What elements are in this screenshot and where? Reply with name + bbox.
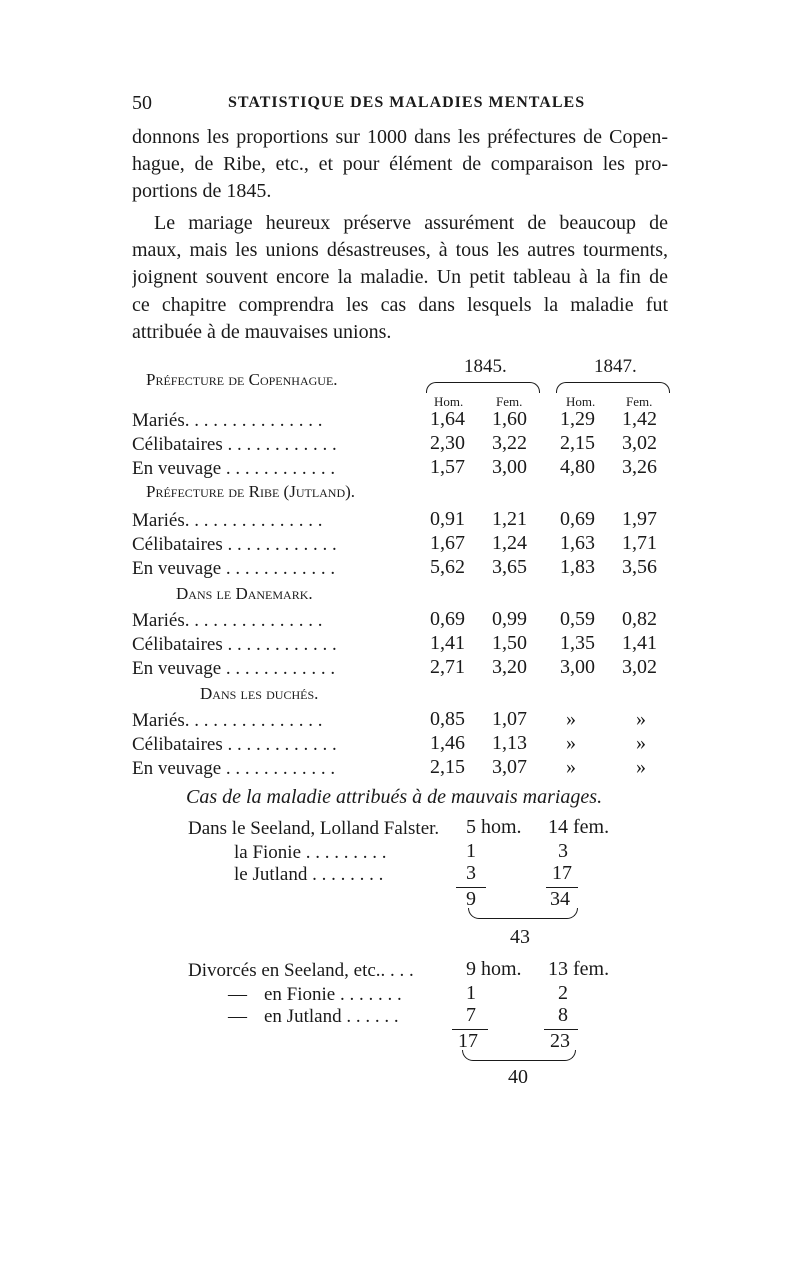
sum-cell: 34 xyxy=(550,888,570,910)
total-cell: 40 xyxy=(508,1066,528,1088)
row-label: En veuvage . . . . . . . . . . . . xyxy=(132,558,336,579)
table-cell: 1,24 xyxy=(492,532,527,554)
row-dash: — xyxy=(228,1006,247,1027)
table-cell: 1,60 xyxy=(492,408,527,430)
table-cell: 1,46 xyxy=(430,732,465,754)
table-cell: » xyxy=(566,732,576,754)
table-cell: 1,21 xyxy=(492,508,527,530)
section-title: Préfecture de Copenhague. xyxy=(146,370,338,389)
table-cell: » xyxy=(566,756,576,778)
table-cell: 13 fem. xyxy=(548,958,610,980)
row-label: Mariés. . . . . . . . . . . . . . . xyxy=(132,410,323,431)
table-cell: 0,69 xyxy=(430,608,465,630)
table-cell: 3,65 xyxy=(492,556,527,578)
row-label: En veuvage . . . . . . . . . . . . xyxy=(132,658,336,679)
table-cell: 0,91 xyxy=(430,508,465,530)
table-cell: 3,56 xyxy=(622,556,657,578)
table-cell: 1 xyxy=(466,982,476,1004)
table-cell: 5,62 xyxy=(430,556,465,578)
table-cell: 14 fem. xyxy=(548,816,610,838)
table-cell: 2,30 xyxy=(430,432,465,454)
text-line: Le mariage heureux préserve assurément de beaucoup de xyxy=(154,212,668,234)
text-line: donnons les proportions sur 1000 dans les préfectures de Copen- xyxy=(132,126,668,148)
table-cell: 3,02 xyxy=(622,656,657,678)
table-cell: 3,00 xyxy=(560,656,595,678)
table-cell: 2 xyxy=(558,982,568,1004)
year-header-1847: 1847. xyxy=(594,356,637,377)
paragraph-1 xyxy=(132,124,668,206)
table-cell: 1 xyxy=(466,840,476,862)
row-label: En veuvage . . . . . . . . . . . . xyxy=(132,458,336,479)
section-title: Dans les duchés. xyxy=(200,684,319,703)
text-line: portions de 1845. xyxy=(132,180,272,203)
table-cell: 1,35 xyxy=(560,632,595,654)
table-cell: 1,64 xyxy=(430,408,465,430)
row-label: Dans le Seeland, Lolland Falster. xyxy=(188,818,440,839)
table-cell: 8 xyxy=(558,1004,568,1026)
row-dash: — xyxy=(228,984,247,1005)
text-line: joignent souvent encore la maladie. Un petit tableau à la fin de xyxy=(132,266,668,289)
table-cell: 2,71 xyxy=(430,656,465,678)
table-cell: 1,71 xyxy=(622,532,657,554)
text-line: ce chapitre comprendra les cas dans lesquels la maladie fut xyxy=(132,293,668,316)
table-cell: 5 hom. xyxy=(466,816,522,838)
sum-cell: 17 xyxy=(458,1030,478,1052)
sub-header: Fem. xyxy=(626,394,653,409)
table-cell: 1,67 xyxy=(430,532,465,554)
total-brace xyxy=(468,908,578,919)
row-label: Mariés. . . . . . . . . . . . . . . xyxy=(132,710,323,731)
table-cell: 3,00 xyxy=(492,456,527,478)
table-cell: 3 xyxy=(558,840,568,862)
table-cell: 2,15 xyxy=(560,432,595,454)
sum-cell: 23 xyxy=(550,1030,570,1052)
row-label: Mariés. . . . . . . . . . . . . . . xyxy=(132,510,323,531)
table-cell: 1,13 xyxy=(492,732,527,754)
table-cell: 2,15 xyxy=(430,756,465,778)
table-cell: 1,63 xyxy=(560,532,595,554)
row-label: le Jutland . . . . . . . . xyxy=(234,864,384,885)
page-number: 50 xyxy=(132,92,152,114)
sub-header: Fem. xyxy=(496,394,523,409)
total-cell: 43 xyxy=(510,926,530,948)
running-head xyxy=(132,92,668,118)
table-cell: 1,42 xyxy=(622,408,657,430)
row-label: Célibataires . . . . . . . . . . . . xyxy=(132,434,337,455)
table-cell: 0,82 xyxy=(622,608,657,630)
table-cell: 7 xyxy=(466,1004,476,1026)
table-caption: Cas de la maladie attribués à de mauvais mariages. xyxy=(186,786,603,808)
table-cell: 1,29 xyxy=(560,408,595,430)
row-label: Célibataires . . . . . . . . . . . . xyxy=(132,734,337,755)
text-line: hague, de Ribe, etc., et pour élément de comparaison les pro- xyxy=(132,153,668,176)
running-title: STATISTIQUE DES MALADIES MENTALES xyxy=(228,94,586,111)
paragraph-2 xyxy=(132,210,668,346)
sub-header: Hom. xyxy=(566,394,596,409)
row-label: Célibataires . . . . . . . . . . . . xyxy=(132,634,337,655)
row-label: Célibataires . . . . . . . . . . . . xyxy=(132,534,337,555)
row-label: la Fionie . . . . . . . . . xyxy=(234,842,387,863)
table-cell: 1,83 xyxy=(560,556,595,578)
table-cell: 17 xyxy=(552,862,572,884)
table-cell: » xyxy=(636,708,646,730)
table-cell: 1,07 xyxy=(492,708,527,730)
year-brace xyxy=(426,382,540,393)
section-title: Préfecture de Ribe (Jutland). xyxy=(146,482,356,501)
table-cell: 3,07 xyxy=(492,756,527,778)
table-cell: 1,57 xyxy=(430,456,465,478)
table-cell: 1,41 xyxy=(622,632,657,654)
table-cell: 4,80 xyxy=(560,456,595,478)
table-cell: 1,97 xyxy=(622,508,657,530)
year-brace xyxy=(556,382,670,393)
table-cell: 3 xyxy=(466,862,476,884)
text-line: maux, mais les unions désastreuses, à tous les autres tourments, xyxy=(132,239,668,262)
table-cell: 3,26 xyxy=(622,456,657,478)
table-cell: 1,50 xyxy=(492,632,527,654)
table-cell: 0,59 xyxy=(560,608,595,630)
table-cell: 0,99 xyxy=(492,608,527,630)
table-cell: 3,02 xyxy=(622,432,657,454)
table-cell: 9 hom. xyxy=(466,958,522,980)
row-label: en Fionie . . . . . . . xyxy=(264,984,402,1005)
year-header-1845: 1845. xyxy=(464,356,507,377)
table-cell: » xyxy=(636,756,646,778)
row-label: Divorcés en Seeland, etc.. . . . xyxy=(188,960,414,981)
sub-header: Hom. xyxy=(434,394,464,409)
table-cell: 0,69 xyxy=(560,508,595,530)
table-cell: » xyxy=(636,732,646,754)
row-label: Mariés. . . . . . . . . . . . . . . xyxy=(132,610,323,631)
table-cell: 3,20 xyxy=(492,656,527,678)
text-line: attribuée à de mauvaises unions. xyxy=(132,320,392,343)
sum-cell: 9 xyxy=(466,888,476,910)
table-cell: 0,85 xyxy=(430,708,465,730)
table-cell: » xyxy=(566,708,576,730)
table-cell: 1,41 xyxy=(430,632,465,654)
total-brace xyxy=(462,1050,576,1061)
row-label: En veuvage . . . . . . . . . . . . xyxy=(132,758,336,779)
section-title: Dans le Danemark. xyxy=(176,584,313,603)
table-cell: 3,22 xyxy=(492,432,527,454)
row-label: en Jutland . . . . . . xyxy=(264,1006,399,1027)
